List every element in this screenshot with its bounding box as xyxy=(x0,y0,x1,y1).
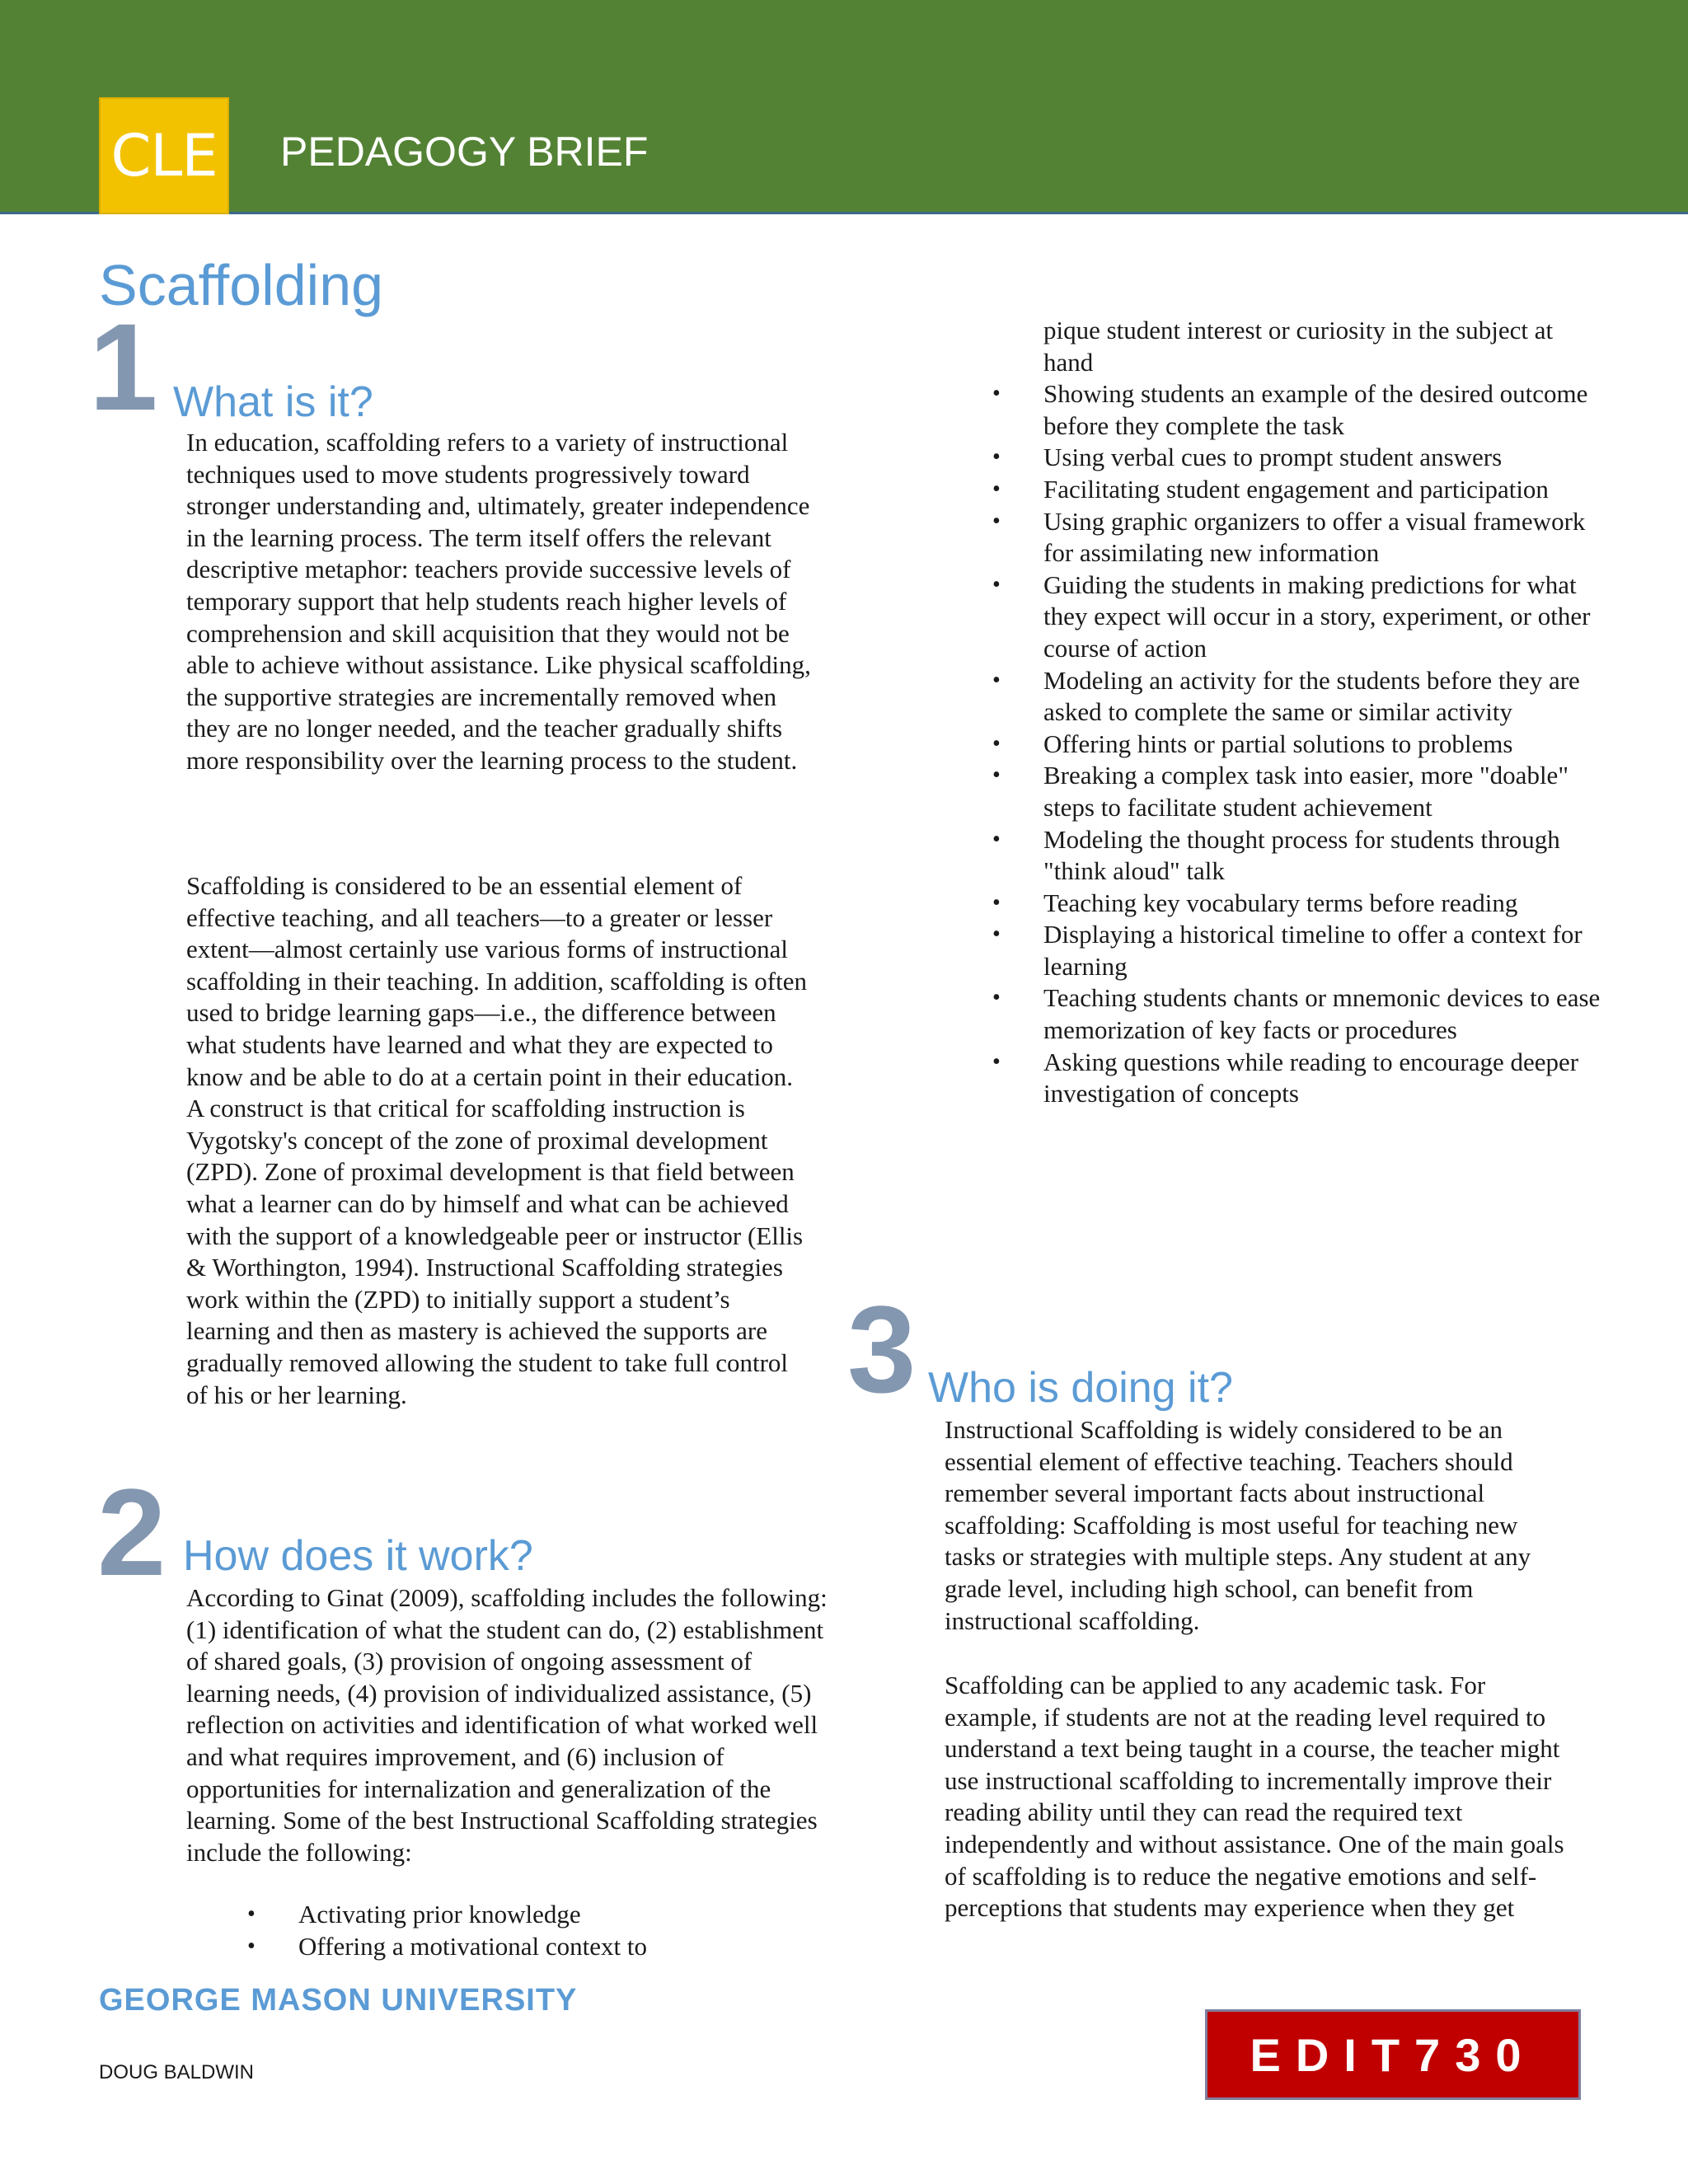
header-banner xyxy=(0,0,1688,214)
list-item: • Facilitating student engagement and participation xyxy=(992,474,1602,506)
list-item: • Asking questions while reading to encourage deeper investigation of concepts xyxy=(992,1047,1602,1110)
pedagogy-brief-label: PEDAGOGY BRIEF xyxy=(280,129,649,175)
list-item: • Showing students an example of the desired outcome before they complete the task xyxy=(992,378,1602,442)
list-item: • Breaking a complex task into easier, more "doable" steps to facilitate student achievement xyxy=(992,760,1602,823)
list-item: • Displaying a historical timeline to offer a context for learning xyxy=(992,919,1602,982)
section-3-paragraph-2: Scaffolding can be applied to any academic task. For example, if students are not at the reading level required to understand a text being taught in a course, the teacher might use instructional scaffolding to incrementally improve their reading ability until they can read the required text independently and without assistance. One of the main goals of scaffolding is to reduce the negative emotions and self-perceptions that students may experience when they get xyxy=(945,1671,1564,1923)
section-3-paragraph-1: Instructional Scaffolding is widely considered to be an essential element of effective teaching. Teachers should remember several important facts about instructional scaffolding: Scaffolding is most useful for teaching new tasks or strategies with multiple steps. Any student at any grade level, including high school, can benefit from instructional scaffolding. xyxy=(945,1415,1531,1635)
strategy-list-left xyxy=(247,1899,824,1962)
list-item: • Teaching key vocabulary terms before reading xyxy=(992,888,1602,920)
section-1-heading: What is it? xyxy=(173,378,373,426)
section-2-heading: How does it work? xyxy=(183,1532,533,1580)
list-item-continuation: pique student interest or curiosity in the subject at hand xyxy=(1043,316,1554,377)
cle-logo: CLE xyxy=(99,97,229,214)
section-1-paragraph-2: Scaffolding is considered to be an essential element of effective teaching, and all teachers—to a greater or lesser extent—almost certainly use various forms of instructional scaffolding in their teaching. In addition, scaffolding is often used to bridge learning gaps—i.e., the difference between what students have learned and what they are expected to know and be able to do at a certain point in their education. A construct is that critical for scaffolding instruction is Vygotsky's concept of the zone of proximal development (ZPD). Zone of proximal development is that field between what a learner can do by himself and what can be achieved with the support of a knowledgeable peer or instructor (Ellis & Worthington, 1994). Instructional Scaffolding strategies work within the (ZPD) to initially support a student’s learning and then as mastery is achieved the supports are gradually removed allowing the student to take full control of his or her learning. xyxy=(186,871,808,1409)
page-title: Scaffolding xyxy=(99,253,384,317)
list-item: • Teaching students chants or mnemonic devices to ease memorization of key facts or procedures xyxy=(992,982,1602,1046)
section-3-number: 3 xyxy=(847,1280,917,1418)
list-item: • Using verbal cues to prompt student answers xyxy=(992,442,1602,474)
section-2-paragraph: According to Ginat (2009), scaffolding includes the following: (1) identification of what the student can do, (2) establishment of shared goals, (3) provision of ongoing assessment of learning needs, (4) provision of individualized assistance, (5) reflection on activities and identification of what worked well and what requires improvement, and (6) inclusion of opportunities for internalization and generalization of the learning. Some of the best Instructional Scaffolding strategies include the following: xyxy=(186,1583,828,1867)
section-1-number: 1 xyxy=(89,298,158,436)
section-2-number: 2 xyxy=(97,1463,166,1601)
strategy-list-right xyxy=(992,315,1602,1110)
list-item: • Activating prior knowledge xyxy=(247,1899,824,1931)
university-name: GEORGE MASON UNIVERSITY xyxy=(99,1983,578,2018)
list-item: • Using graphic organizers to offer a visual framework for assimilating new information xyxy=(992,506,1602,569)
list-item: • Offering hints or partial solutions to problems xyxy=(992,729,1602,761)
author-name: DOUG BALDWIN xyxy=(99,2061,255,2083)
list-item: • Modeling an activity for the students before they are asked to complete the same or similar activity xyxy=(992,665,1602,729)
list-item: • Offering a motivational context to xyxy=(247,1931,824,1963)
list-item: • Modeling the thought process for students through "think aloud" talk xyxy=(992,824,1602,888)
list-item: • Guiding the students in making predictions for what they expect will occur in a story, experiment, or other course of action xyxy=(992,569,1602,665)
section-1-paragraph-1: In education, scaffolding refers to a variety of instructional techniques used to move students progressively toward stronger understanding and, ultimately, greater independence in the learning process. The term itself offers the relevant descriptive metaphor: teachers provide successive levels of temporary support that help students reach higher levels of comprehension and skill acquisition that they would not be able to achieve without assistance. Like physical scaffolding, the supportive strategies are incrementally removed when they are no longer needed, and the teacher gradually shifts more responsibility over the learning process to the student. xyxy=(186,428,811,775)
course-badge: EDIT730 xyxy=(1205,2009,1581,2100)
section-3-heading: Who is doing it? xyxy=(928,1364,1233,1412)
